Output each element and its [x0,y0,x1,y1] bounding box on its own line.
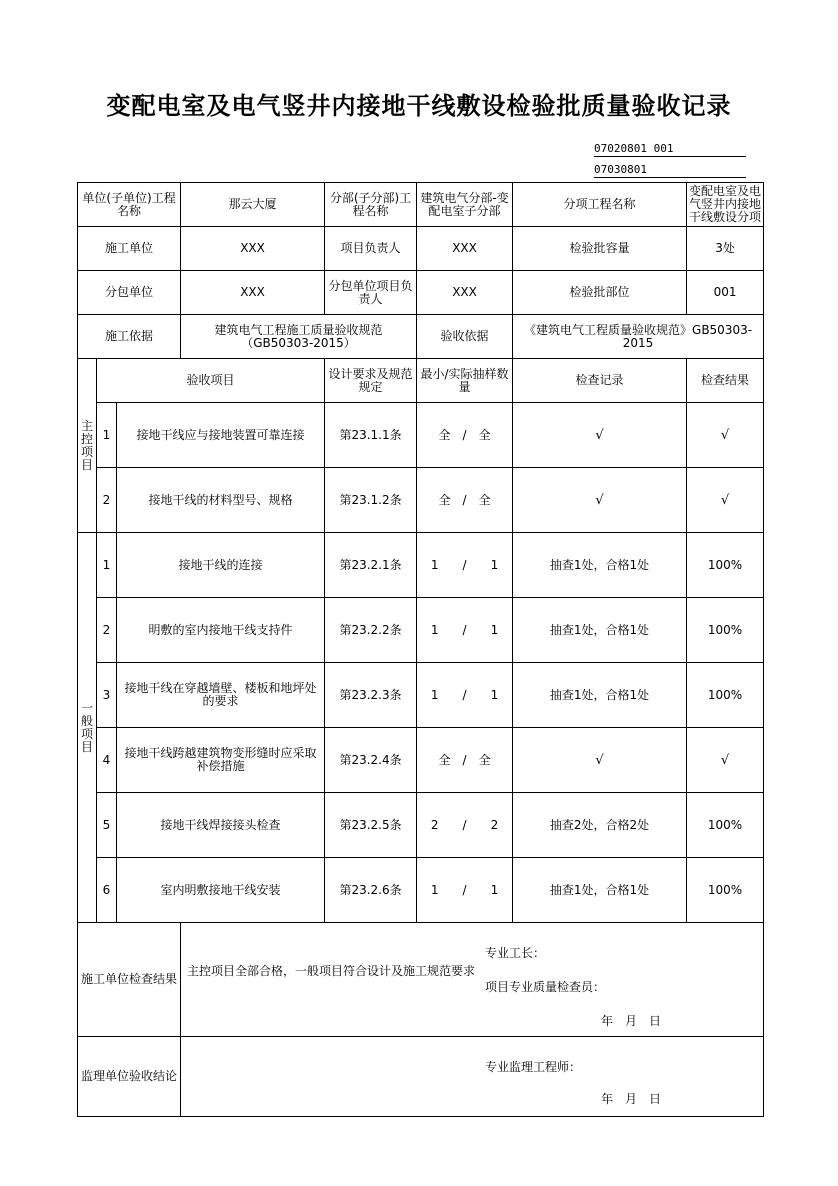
part-label: 检验批部位 [513,271,687,315]
col-design: 设计要求及规范规定 [325,359,417,403]
unit-label: 单位(子单位)工程名称 [78,183,181,227]
batch-code-2: 07030801 [594,163,746,178]
row-result: 100% [687,793,764,858]
row-clause: 第23.2.4条 [325,728,417,793]
row-record: √ [513,468,687,533]
header-row-basis [78,315,764,359]
row-item: 接地干线的连接 [117,533,325,598]
header-row-subcontractor [78,271,764,315]
unit-value: 那云大厦 [181,183,325,227]
sample-sep: / [462,752,467,767]
row-clause: 第23.1.1条 [325,403,417,468]
table-row [78,403,764,468]
capacity-label: 检验批容量 [513,227,687,271]
sample-actual: 全 [478,752,491,767]
table-row [78,598,764,663]
constructor-value: XXX [181,227,325,271]
header-row-unit [78,183,764,227]
sample-min: 全 [438,752,451,767]
sample-min: 1 [430,687,439,702]
row-sample [417,403,513,468]
acceptance-record-table [77,182,764,1117]
sample-actual: 2 [490,817,499,832]
subitem-label: 分项工程名称 [513,183,687,227]
row-sample [417,468,513,533]
constructor-check-text: 主控项目全部合格，一般项目符合设计及施工规范要求 [187,964,476,978]
row-sample [417,793,513,858]
table-row [78,468,764,533]
row-record: √ [513,728,687,793]
row-clause: 第23.2.5条 [325,793,417,858]
sample-min: 1 [430,557,439,572]
basis-value: 建筑电气工程施工质量验收规范（GB50303-2015） [181,315,417,359]
sub-label: 分包单位 [78,271,181,315]
row-record: 抽查1处，合格1处 [513,663,687,728]
supervisor-check-content [181,1037,764,1117]
row-item: 接地干线焊接接头检查 [117,793,325,858]
row-item: 接地干线的材料型号、规格 [117,468,325,533]
row-sample [417,598,513,663]
row-no: 5 [97,793,117,858]
batch-code-1: 07020801 001 [594,142,746,157]
row-clause: 第23.1.2条 [325,468,417,533]
row-sample [417,533,513,598]
inspector-label: 项目专业质量检查员： [485,980,606,994]
table-row [78,728,764,793]
row-record: 抽查1处，合格1处 [513,533,687,598]
division-value: 建筑电气分部-变配电室子分部 [417,183,513,227]
supervisor-check-label: 监理单位验收结论 [78,1037,181,1117]
row-no: 1 [97,403,117,468]
row-item: 接地干线应与接地装置可靠连接 [117,403,325,468]
basis-label: 施工依据 [78,315,181,359]
page-title: 变配电室及电气竖井内接地干线敷设检验批质量验收记录 [106,92,732,120]
row-no: 4 [97,728,117,793]
pm-value: XXX [417,227,513,271]
row-result: 100% [687,533,764,598]
column-header-row [78,359,764,403]
row-item: 室内明敷接地干线安装 [117,858,325,923]
header-row-constructor [78,227,764,271]
row-result: √ [687,468,764,533]
constructor-check-label: 施工单位检查结果 [78,923,181,1037]
col-sample: 最小/实际抽样数量 [417,359,513,403]
table-row [78,793,764,858]
sample-sep: / [462,492,467,507]
row-no: 6 [97,858,117,923]
row-clause: 第23.2.2条 [325,598,417,663]
row-result: 100% [687,598,764,663]
table-row [78,663,764,728]
sample-sep: / [462,427,467,442]
sample-actual: 全 [478,427,491,442]
col-result: 检查结果 [687,359,764,403]
sample-actual: 1 [490,687,499,702]
sample-min: 全 [438,427,451,442]
general-group: 一般项目 [78,533,97,923]
sample-actual: 1 [490,882,499,897]
row-no: 3 [97,663,117,728]
row-record: 抽查1处，合格1处 [513,858,687,923]
acc-basis-label: 验收依据 [417,315,513,359]
row-clause: 第23.2.3条 [325,663,417,728]
subitem-value: 变配电室及电气竖井内接地干线敷设分项 [687,183,764,227]
row-result: √ [687,728,764,793]
sample-actual: 全 [478,492,491,507]
sample-min: 全 [438,492,451,507]
col-record: 检查记录 [513,359,687,403]
constructor-check-row [78,923,764,1037]
acc-basis-value: 《建筑电气工程质量验收规范》GB50303-2015 [513,315,764,359]
row-item: 接地干线在穿越墙壁、楼板和地坪处的要求 [117,663,325,728]
constructor-check-content [181,923,764,1037]
row-sample [417,858,513,923]
row-record: 抽查1处，合格1处 [513,598,687,663]
foreman-label: 专业工长： [485,946,546,960]
row-sample [417,663,513,728]
sample-actual: 1 [490,622,499,637]
row-sample [417,728,513,793]
sample-sep: / [462,557,467,572]
row-result: 100% [687,663,764,728]
row-record: 抽查2处，合格2处 [513,793,687,858]
supervisor-date: 年 月 日 [601,1092,662,1106]
division-label: 分部(子分部)工程名称 [325,183,417,227]
main-control-group: 主控项目 [78,359,97,533]
row-no: 1 [97,533,117,598]
sample-sep: / [462,817,467,832]
sample-min: 1 [430,622,439,637]
row-record: √ [513,403,687,468]
table-row [78,858,764,923]
capacity-value: 3处 [687,227,764,271]
sub-value: XXX [181,271,325,315]
row-no: 2 [97,468,117,533]
col-item: 验收项目 [97,359,325,403]
sample-actual: 1 [490,557,499,572]
part-value: 001 [687,271,764,315]
table-row [78,533,764,598]
row-no: 2 [97,598,117,663]
constructor-label: 施工单位 [78,227,181,271]
row-item: 明敷的室内接地干线支持件 [117,598,325,663]
supervisor-check-row [78,1037,764,1117]
row-clause: 第23.2.6条 [325,858,417,923]
sample-sep: / [462,687,467,702]
pm-label: 项目负责人 [325,227,417,271]
sub-pm-label: 分包单位项目负责人 [325,271,417,315]
sub-pm-value: XXX [417,271,513,315]
supervisor-engineer-label: 专业监理工程师： [485,1060,582,1074]
sample-sep: / [462,622,467,637]
sample-min: 1 [430,882,439,897]
row-result: 100% [687,858,764,923]
row-result: √ [687,403,764,468]
row-clause: 第23.2.1条 [325,533,417,598]
sample-min: 2 [430,817,439,832]
constructor-date: 年 月 日 [601,1014,662,1028]
row-item: 接地干线跨越建筑物变形缝时应采取补偿措施 [117,728,325,793]
sample-sep: / [462,882,467,897]
